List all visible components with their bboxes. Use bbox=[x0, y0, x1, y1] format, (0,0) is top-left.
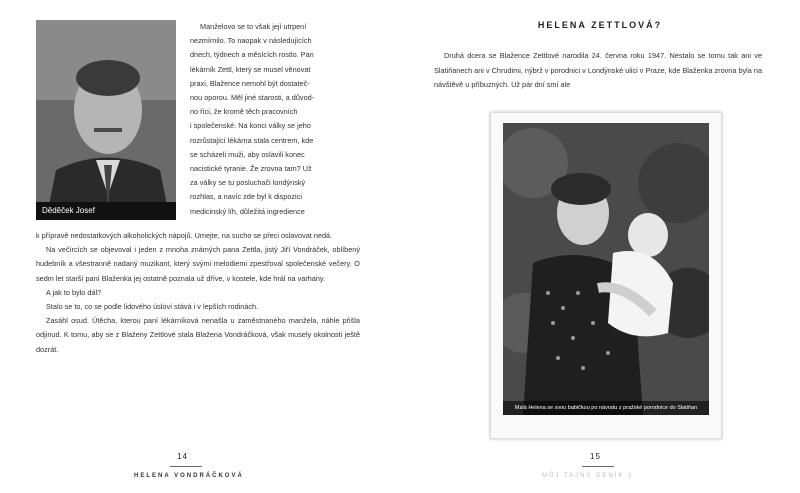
column-line: praxi, Blažence nemohl být dostateč- bbox=[190, 78, 310, 88]
page-divider bbox=[170, 466, 202, 467]
column-line: se scházeli muži, aby oslavili konec bbox=[190, 149, 305, 159]
mother-child-photo bbox=[503, 123, 709, 415]
column-line: rozrůstající lékárna stala centrem, kde bbox=[190, 135, 314, 145]
running-footer: MŮJ TAJNÝ DENÍK 2 bbox=[542, 473, 634, 479]
right-body-text bbox=[434, 42, 762, 99]
column-line: no říci, že kromě těch pracovních bbox=[190, 107, 298, 117]
paragraph: Zasáhl osud. Útěcha, kterou paní lékárníková nenašla u zaměstnaného manžela, náhle přišla odjinud. K tomu, aby se z Blaženy Zettlové stala Blažena Vondráčková, však musely okolnosti ještě dozrát. bbox=[36, 316, 360, 354]
photo-caption: Malá Helena se svou babičkou po návratu z pražské porodnice do Slatiňan bbox=[503, 401, 709, 415]
paragraph: A jak to bylo dál? bbox=[46, 287, 102, 297]
column-line: nezmírnilo. To naopak v následujících bbox=[190, 36, 312, 46]
column-line: rozhlas, a navíc zde byl k dispozici bbox=[190, 192, 302, 202]
portrait-illustration bbox=[36, 20, 176, 220]
column-line: i společenské. Na konci války se jeho bbox=[190, 121, 311, 131]
grandfather-photo bbox=[36, 20, 176, 220]
column-line: nou oporou. Měl jiné starosti, a důvod- bbox=[190, 93, 315, 103]
column-line: za války se tu posluchači londýnský bbox=[190, 178, 306, 188]
paragraph: k přípravě nedostatkových alkoholických nápojů. Umejte, na sucho se přeci oslavovat nedá. bbox=[36, 231, 333, 240]
photo-illustration bbox=[503, 123, 709, 415]
column-line: Manželovo se to však její utrpení bbox=[200, 22, 307, 31]
paragraph: Druhá dcera se Blažence Zettlové narodila 24. června roku 1947. Nestalo se tomu tak ani ve Slatiňanech ani v Chrudimi, nýbrž v porodnici v Londýnské ulici v Praze, kde Blaženka zrovna byla na návštěvě u příbuzných. Už pár dní smí ale bbox=[434, 51, 762, 89]
paragraph: Stalo se to, co se podle lidového úsloví stává i v lepších rodinách. bbox=[46, 302, 259, 312]
photo-frame bbox=[490, 112, 722, 439]
left-body-text bbox=[36, 229, 360, 357]
right-page bbox=[400, 0, 800, 493]
column-line: nacistické tyranie. Že zrovna tam? Už bbox=[190, 164, 312, 174]
column-line: dnech, týdnech a měsících rostlo. Pan bbox=[190, 50, 314, 60]
page-number: 15 bbox=[590, 452, 601, 461]
photo-caption: Děděček Josef bbox=[36, 202, 176, 220]
paragraph: Na večírcích se objevoval i jeden z mnoha známých pana Zettla, jistý Jiří Vondráček, oblíbený hudebník a všestranně nadaný muzikant, který svými melodiemi zpestřoval společenské večery. O sedm let starší paní Blaženka jej ostatně poznala už dříve, v kostele, kde hrál na varhany. bbox=[36, 245, 360, 283]
chapter-title: HELENA ZETTLOVÁ? bbox=[537, 20, 663, 30]
column-line: medicinský líh, důležitá ingredience bbox=[190, 206, 305, 216]
page-number: 14 bbox=[177, 452, 188, 461]
page-divider bbox=[582, 466, 614, 467]
left-column-text bbox=[190, 20, 360, 219]
running-footer: HELENA VONDRÁČKOVÁ bbox=[134, 473, 244, 479]
column-line: lékárník Zettl, který se musel věnovat bbox=[190, 64, 311, 74]
